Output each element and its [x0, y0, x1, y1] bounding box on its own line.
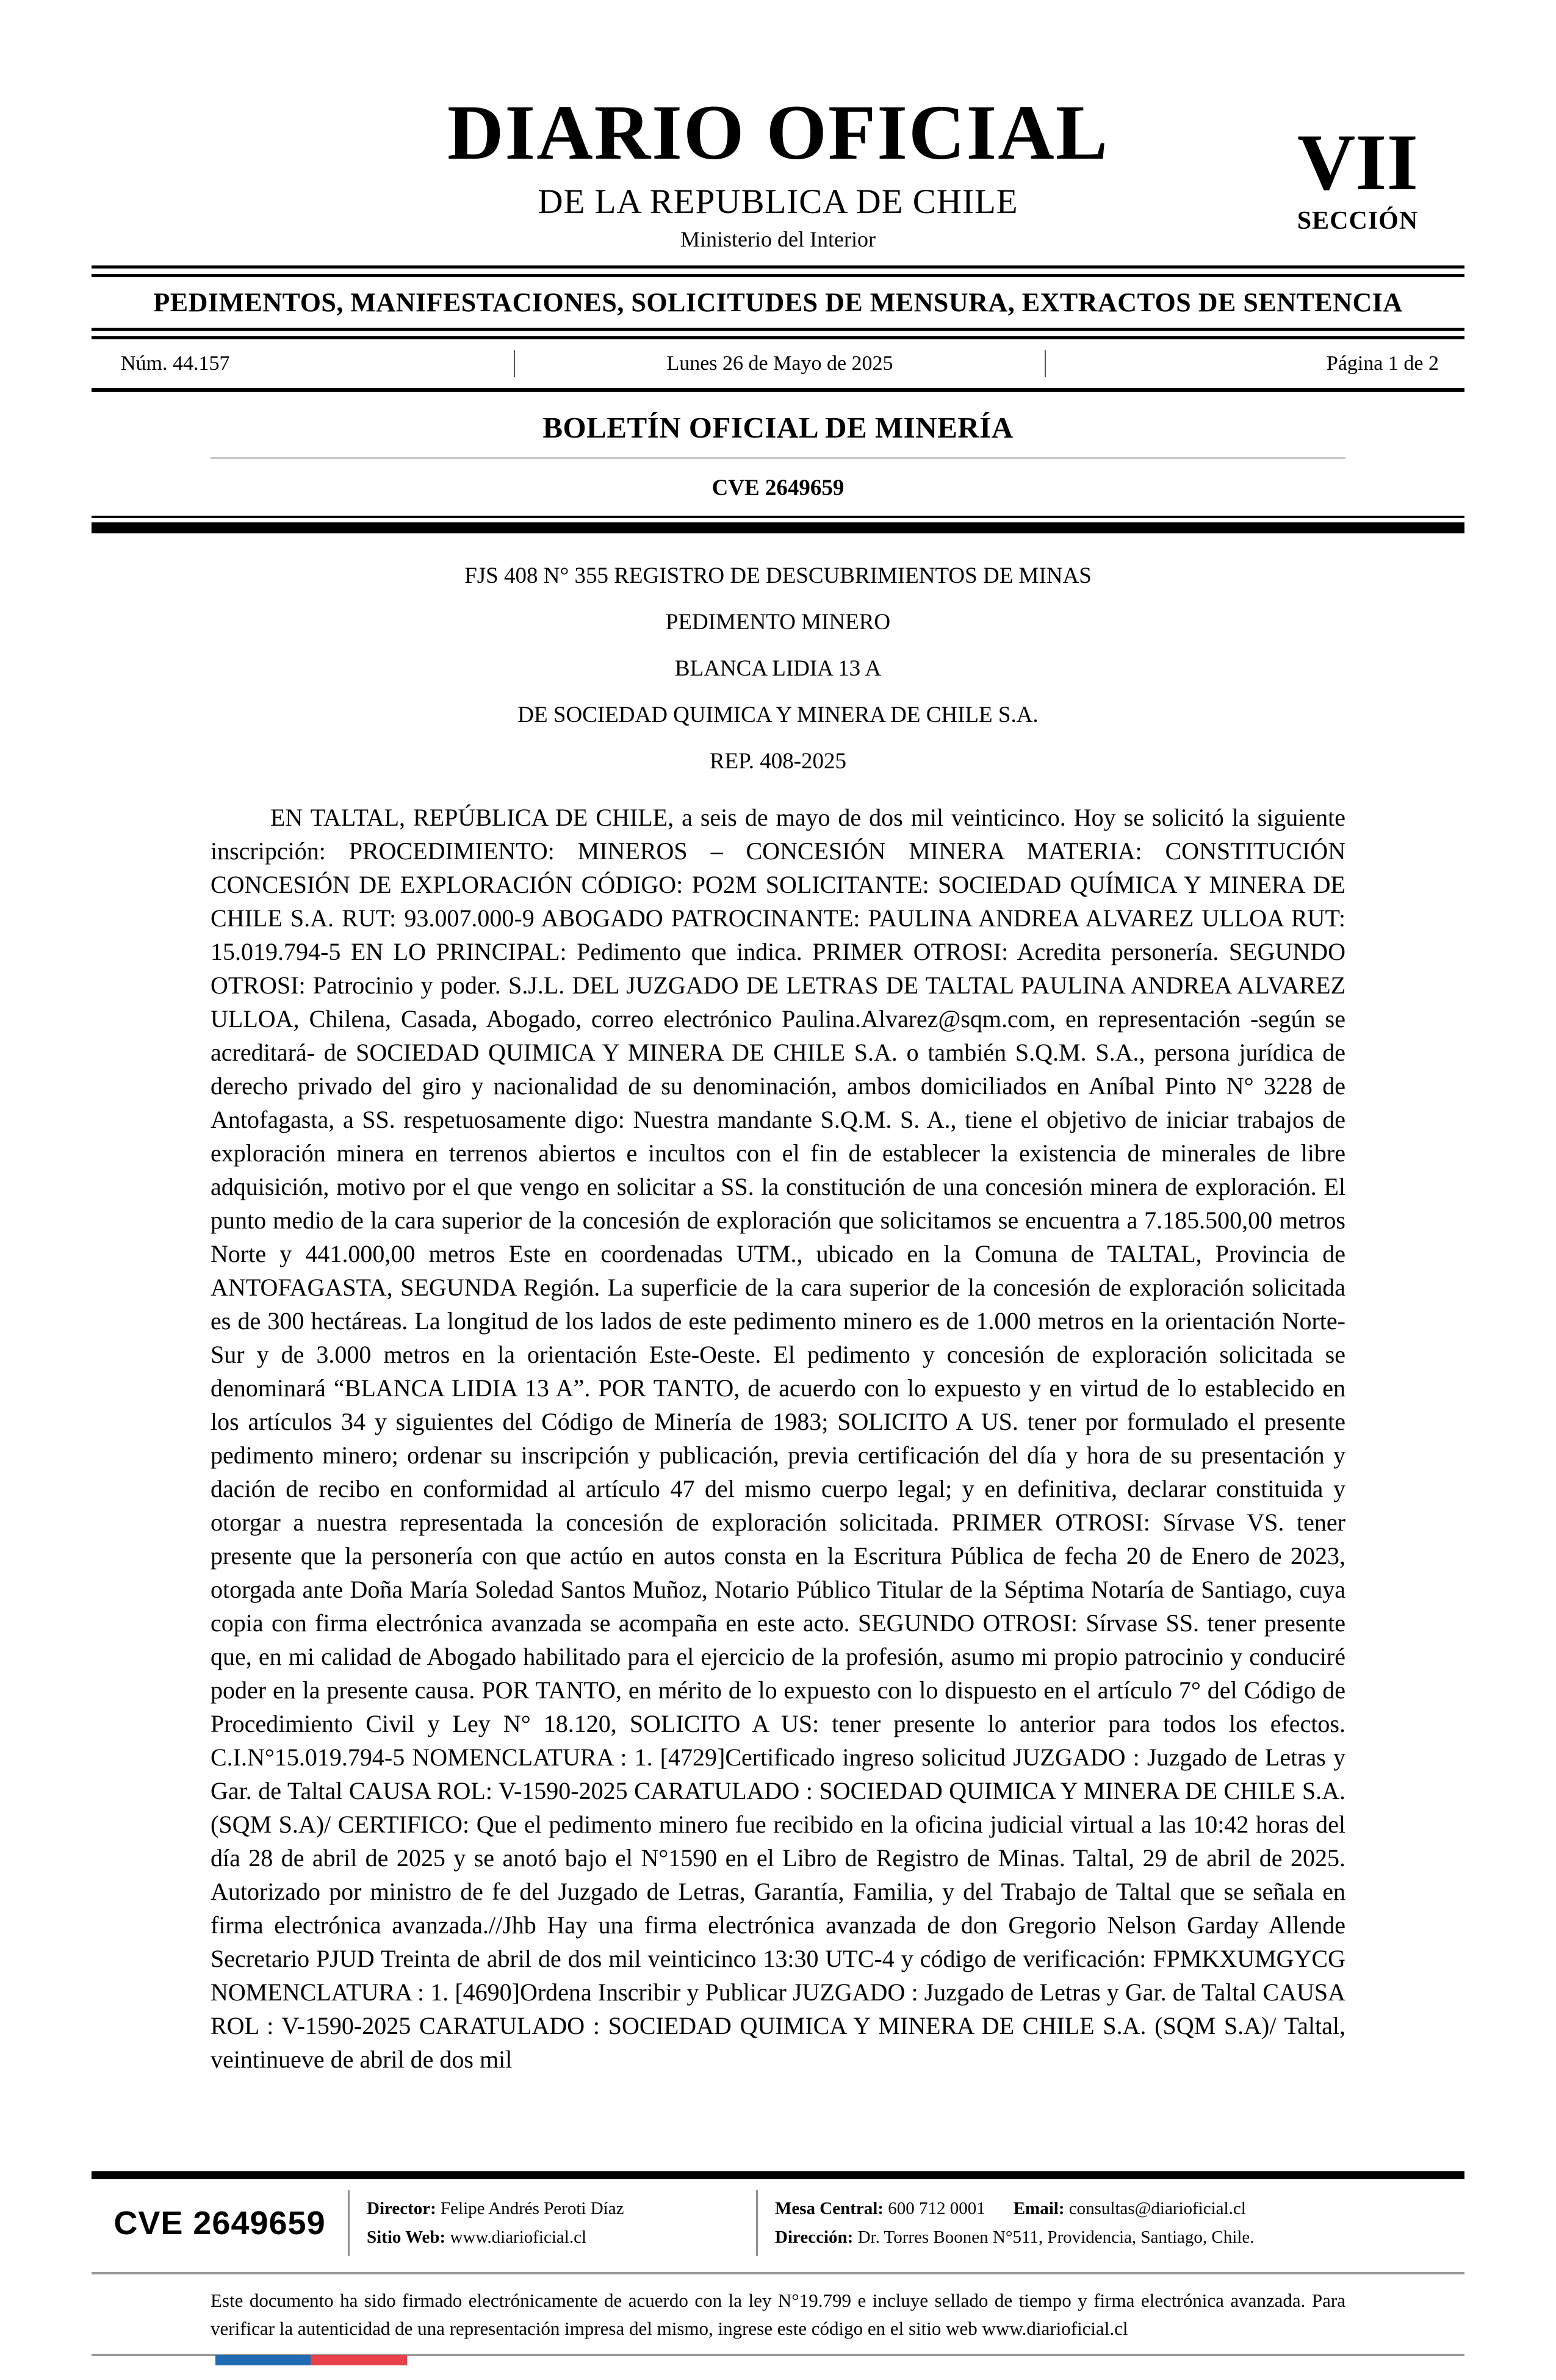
notice-body-text: EN TALTAL, REPÚBLICA DE CHILE, a seis de mayo de dos mil veinticinco. Hoy se solicitó la siguiente inscripción: PROCEDIMIENTO: MINEROS – CONCESIÓN MINERA MATERIA: CONSTITUCIÓN CONCESIÓN DE EXPLORACIÓN CÓDIGO: PO2M SOLICITANTE: SOCIEDAD QUÍMICA Y MINERA DE CHILE S.A. RUT: 93.007.000-9 ABOGADO PATROCINANTE: PAULINA ANDREA ALVAREZ ULLOA RUT: 15.019.794-5 EN LO PRINCIPAL: Pedimento que indica. PRIMER OTROSI: Acredita personería. SEGUNDO OTROSI: Patrocinio y poder. S.J.L. DEL JUZGADO DE LETRAS DE TALTAL PAULINA ANDREA ALVAREZ ULLOA, Chilena, Casada, Abogado, correo electrónico Paulina.Alvarez@sqm.com, en representación -según se acreditará- de SOCIEDAD QUIMICA Y MINERA DE CHILE S.A. o también S.Q.M. S.A., persona jurídica de derecho privado del giro y nacionalidad de su denominación, ambos domiciliados en Aníbal Pinto N° 3228 de Antofagasta, a SS. respetuosamente digo: Nuestra mandante S.Q.M. S. A., tiene el objetivo de iniciar trabajos de exploración minera en terrenos abiertos e incultos con el fin de establecer la existencia de minerales de libre adquisición, motivo por el que vengo en solicitar a SS. la constitución de una concesión minera de exploración. El punto medio de la cara superior de la concesión de exploración que solicitamos se encuentra a 7.185.500,00 metros Norte y 441.000,00 metros Este en coordenadas UTM., ubicado en la Comuna de TALTAL, Provincia de ANTOFAGASTA, SEGUNDA Región. La superficie de la cara superior de la concesión de exploración solicitada es de 300 hectáreas. La longitud de los lados de este pedimento minero es de 1.000 metros en la orientación Norte-Sur y de 3.000 metros en la orientación Este-Oeste. El pedimento y concesión de exploración solicitada se denominará “BLANCA LIDIA 13 A”. POR TANTO, de acuerdo con lo expuesto y en virtud de lo establecido en los artículos 34 y siguientes del Código de Minería de 1983; SOLICITO A US. tener por formulado el presente pedimento minero; ordenar su inscripción y publicación, previa certificación del día y hora de su presentación y dación de recibo en conformidad al artículo 47 del mismo cuerpo legal; y en definitiva, declarar constituida y otorgar a nuestra representada la concesión de exploración solicitada. PRIMER OTROSI: Sírvase VS. tener presente que la personería con que actúo en autos consta en la Escritura Pública de fecha 20 de Enero de 2023, otorgada ante Doña María Soledad Santos Muñoz, Notario Público Titular de la Séptima Notaría de Santiago, cuya copia con firma electrónica avanzada se acompaña en este acto. SEGUNDO OTROSI: Sírvase SS. tener presente que, en mi calidad de Abogado habilitado para el ejercicio de la profesión, asumo mi propio patrocinio y conduciré poder en la presente causa. POR TANTO, en mérito de lo expuesto con lo dispuesto en el artículo 7° del Código de Procedimiento Civil y Ley N° 18.120, SOLICITO A US: tener presente lo anterior para todos los efectos. C.I.N°15.019.794-5 NOMENCLATURA : 1. [4729]Certificado ingreso solicitud JUZGADO : Juzgado de Letras y Gar. de Taltal CAUSA ROL: V-1590-2025 CARATULADO : SOCIEDAD QUIMICA Y MINERA DE CHILE S.A. (SQM S.A)/ CERTIFICO: Que el pedimento minero fue recibido en la oficina judicial virtual a las 10:42 horas del día 28 de abril de 2025 y se anotó bajo el N°1590 en el Libro de Registro de Minas. Taltal, 29 de abril de 2025. Autorizado por ministro de fe del Juzgado de Letras, Garantía, Familia, y del Trabajo de Taltal que se señala en firma electrónica avanzada.//Jhb Hay una firma electrónica avanzada de don Gregorio Nelson Garday Allende Secretario PJUD Treinta de abril de dos mil veinticinco 13:30 UTC-4 y código de verificación: FPMKXUMGYCG NOMENCLATURA : 1. [4690]Ordena Inscribir y Publicar JUZGADO : Juzgado de Letras y Gar. de Taltal CAUSA ROL : V-1590-2025 CARATULADO : SOCIEDAD QUIMICA Y MINERA DE CHILE S.A. (SQM S.A)/ Taltal, veintinueve de abril de dos mil [211, 804, 1345, 2074]
masthead [0, 0, 1556, 252]
direccion-value: Dr. Torres Boonen N°511, Providencia, Santiago, Chile. [857, 2227, 1255, 2247]
single-rule [92, 388, 1464, 392]
notice-heading-line: DE SOCIEDAD QUIMICA Y MINERA DE CHILE S.A. [517, 702, 1039, 728]
notice-heading-line: FJS 408 N° 355 REGISTRO DE DESCUBRIMIENTOS DE MINAS [464, 563, 1092, 589]
footer-cve: CVE 2649659 [113, 2205, 326, 2241]
footer-contact-line-2 [775, 2223, 1447, 2252]
bulletin-cve: CVE 2649659 [711, 475, 845, 501]
issue-number: Núm. 44.157 [121, 352, 230, 375]
legal-notice-text: Este documento ha sido firmado electrónicamente de acuerdo con la ley N°19.799 e incluye sellado de tiempo y firma electrónica avanzada. Para verificar la autenticidad de una representación impresa del mismo, ingrese este código en el sitio web www.diarioficial.cl [211, 2290, 1345, 2339]
sitio-web-label: Sitio Web: [367, 2227, 446, 2247]
footer-gray-rule-1 [92, 2272, 1464, 2274]
section-bar-title: PEDIMENTOS, MANIFESTACIONES, SOLICITUDES DE MENSURA, EXTRACTOS DE SENTENCIA [153, 287, 1403, 318]
footer-contact-block [758, 2194, 1464, 2252]
masthead-ministry: Ministerio del Interior [680, 227, 876, 252]
chile-flag-bars [215, 2355, 1464, 2365]
section-number-box [1254, 117, 1461, 236]
mesa-central-value: 600 712 0001 [888, 2199, 985, 2219]
issue-date: Lunes 26 de Mayo de 2025 [666, 352, 893, 375]
section-roman-numeral: VII [1297, 117, 1419, 207]
sitio-web-value: www.diarioficial.cl [450, 2227, 587, 2247]
footer [92, 2171, 1464, 2365]
bulletin-title: BOLETÍN OFICIAL DE MINERÍA [542, 411, 1014, 445]
double-rule-bottom [92, 328, 1464, 339]
masthead-subtitle: DE LA REPUBLICA DE CHILE [538, 182, 1018, 222]
email-value: consultas@diarioficial.cl [1068, 2199, 1246, 2219]
direccion-label: Dirección: [775, 2227, 854, 2247]
footer-director-block [350, 2194, 756, 2252]
double-rule-top [92, 265, 1464, 277]
footer-top-bar [92, 2171, 1464, 2179]
footer-sitio-line [367, 2223, 739, 2252]
masthead-title: DIARIO OFICIAL [447, 89, 1109, 176]
mesa-central-label: Mesa Central: [775, 2199, 884, 2219]
rule-group [92, 516, 1464, 533]
director-label: Director: [367, 2199, 436, 2219]
notice-heading-line: PEDIMENTO MINERO [665, 610, 891, 635]
footer-info-row [92, 2190, 1464, 2256]
director-value: Felipe Andrés Peroti Díaz [441, 2199, 624, 2219]
footer-contact-line-1 [775, 2194, 1447, 2223]
thin-gray-rule [211, 457, 1345, 459]
footer-director-line [367, 2194, 739, 2223]
notice-heading-line: BLANCA LIDIA 13 A [674, 656, 882, 682]
notice-heading [0, 553, 1556, 785]
rule-thick [92, 522, 1464, 533]
issue-info-row [92, 348, 1464, 380]
issue-page-number: Página 1 de 2 [1326, 352, 1439, 375]
email-label: Email: [1013, 2199, 1065, 2219]
rule-thin [92, 516, 1464, 518]
flag-red-bar [311, 2355, 407, 2365]
section-label: SECCIÓN [1297, 207, 1419, 235]
notice-heading-line: REP. 408-2025 [709, 749, 847, 774]
flag-blue-bar [215, 2355, 311, 2365]
